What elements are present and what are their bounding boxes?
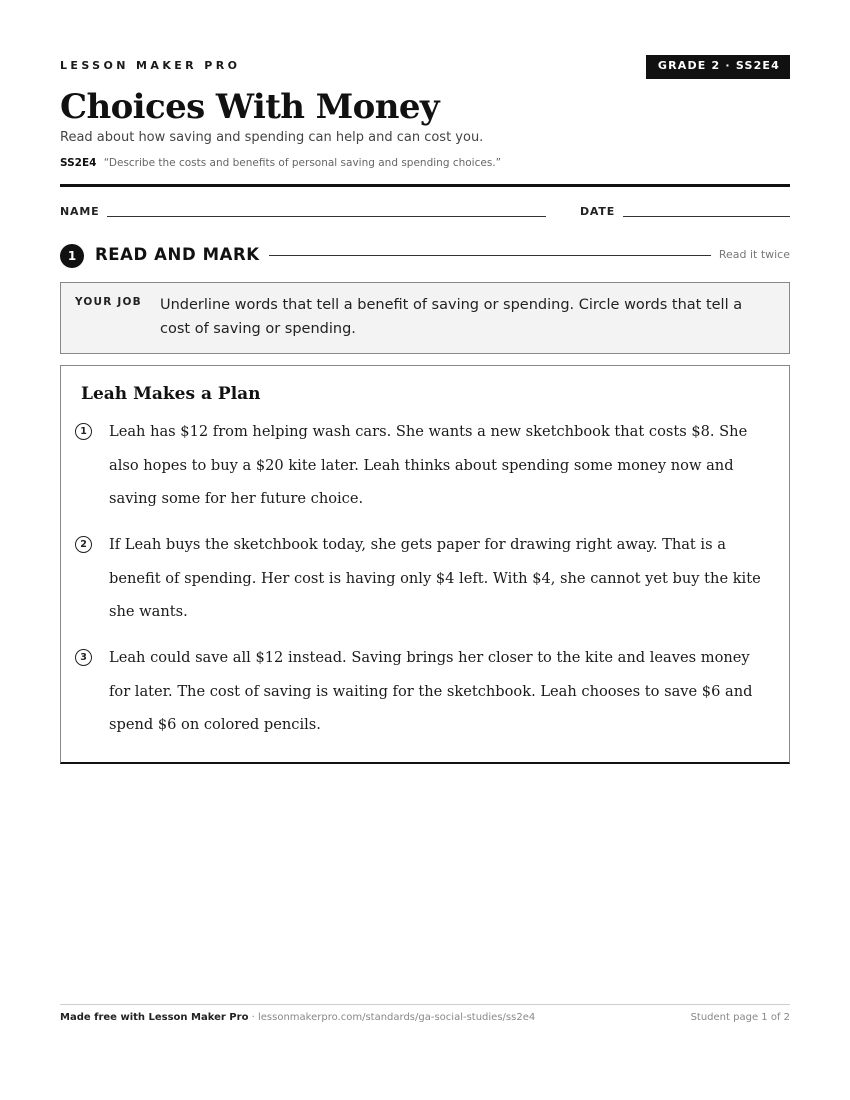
section-title: READ AND MARK — [95, 245, 260, 264]
paragraph-number: 1 — [75, 423, 92, 440]
standard-code: SS2E4 — [60, 157, 97, 169]
paragraph-text: If Leah buys the sketchbook today, she gets paper for drawing right away. That is a benefit of spending. Her cost is having only $4 left. With $4, she cannot yet buy the kite she wants. — [109, 536, 761, 621]
grade-badge: GRADE 2 · SS2E4 — [646, 55, 790, 79]
brand-name: LESSON MAKER PRO — [60, 59, 241, 72]
footer-separator: · — [248, 1012, 258, 1023]
name-date-row — [60, 204, 790, 220]
page-subtitle: Read about how saving and spending can help and can cost you. — [60, 130, 484, 145]
footer-divider — [60, 1004, 790, 1005]
paragraph-number: 3 — [75, 649, 92, 666]
section-header — [60, 243, 790, 267]
instructions-text: Underline words that tell a benefit of saving or spending. Circle words that tell a cost of saving or spending. — [160, 297, 743, 337]
section-divider — [269, 255, 711, 256]
footer-credit — [60, 1012, 535, 1023]
name-label: NAME — [60, 205, 100, 218]
paragraph-text: Leah could save all $12 instead. Saving brings her closer to the kite and leaves money for later. The cost of saving is waiting for the sketchbook. Leah chooses to save $6 and spend $6 on colored pencils. — [109, 649, 753, 734]
paragraph-text: Leah has $12 from helping wash cars. She wants a new sketchbook that costs $8. She also hopes to buy a $20 kite later. Leah thinks about spending some money now and saving some for her future choice. — [109, 423, 748, 508]
standard-text: “Describe the costs and benefits of personal saving and spending choices.” — [103, 157, 502, 169]
paragraph-number: 2 — [75, 536, 92, 553]
worksheet-page — [60, 0, 790, 1100]
footer-made-with: Made free with Lesson Maker Pro — [60, 1012, 249, 1023]
instructions-box — [60, 282, 790, 354]
story-title: Leah Makes a Plan — [81, 384, 261, 404]
standard-line — [60, 157, 501, 169]
date-label: DATE — [580, 205, 616, 218]
section-note: Read it twice — [718, 248, 790, 261]
date-field[interactable] — [623, 216, 790, 217]
header-divider — [60, 184, 790, 187]
page-title: Choices With Money — [60, 87, 440, 127]
footer-url[interactable]: lessonmakerpro.com/standards/ga-social-studies/ss2e4 — [257, 1012, 536, 1023]
name-field[interactable] — [107, 216, 546, 217]
instructions-label: YOUR JOB — [75, 296, 142, 308]
story-box — [60, 365, 790, 764]
step-number-badge: 1 — [60, 244, 84, 268]
footer-page-number: Student page 1 of 2 — [690, 1012, 790, 1023]
